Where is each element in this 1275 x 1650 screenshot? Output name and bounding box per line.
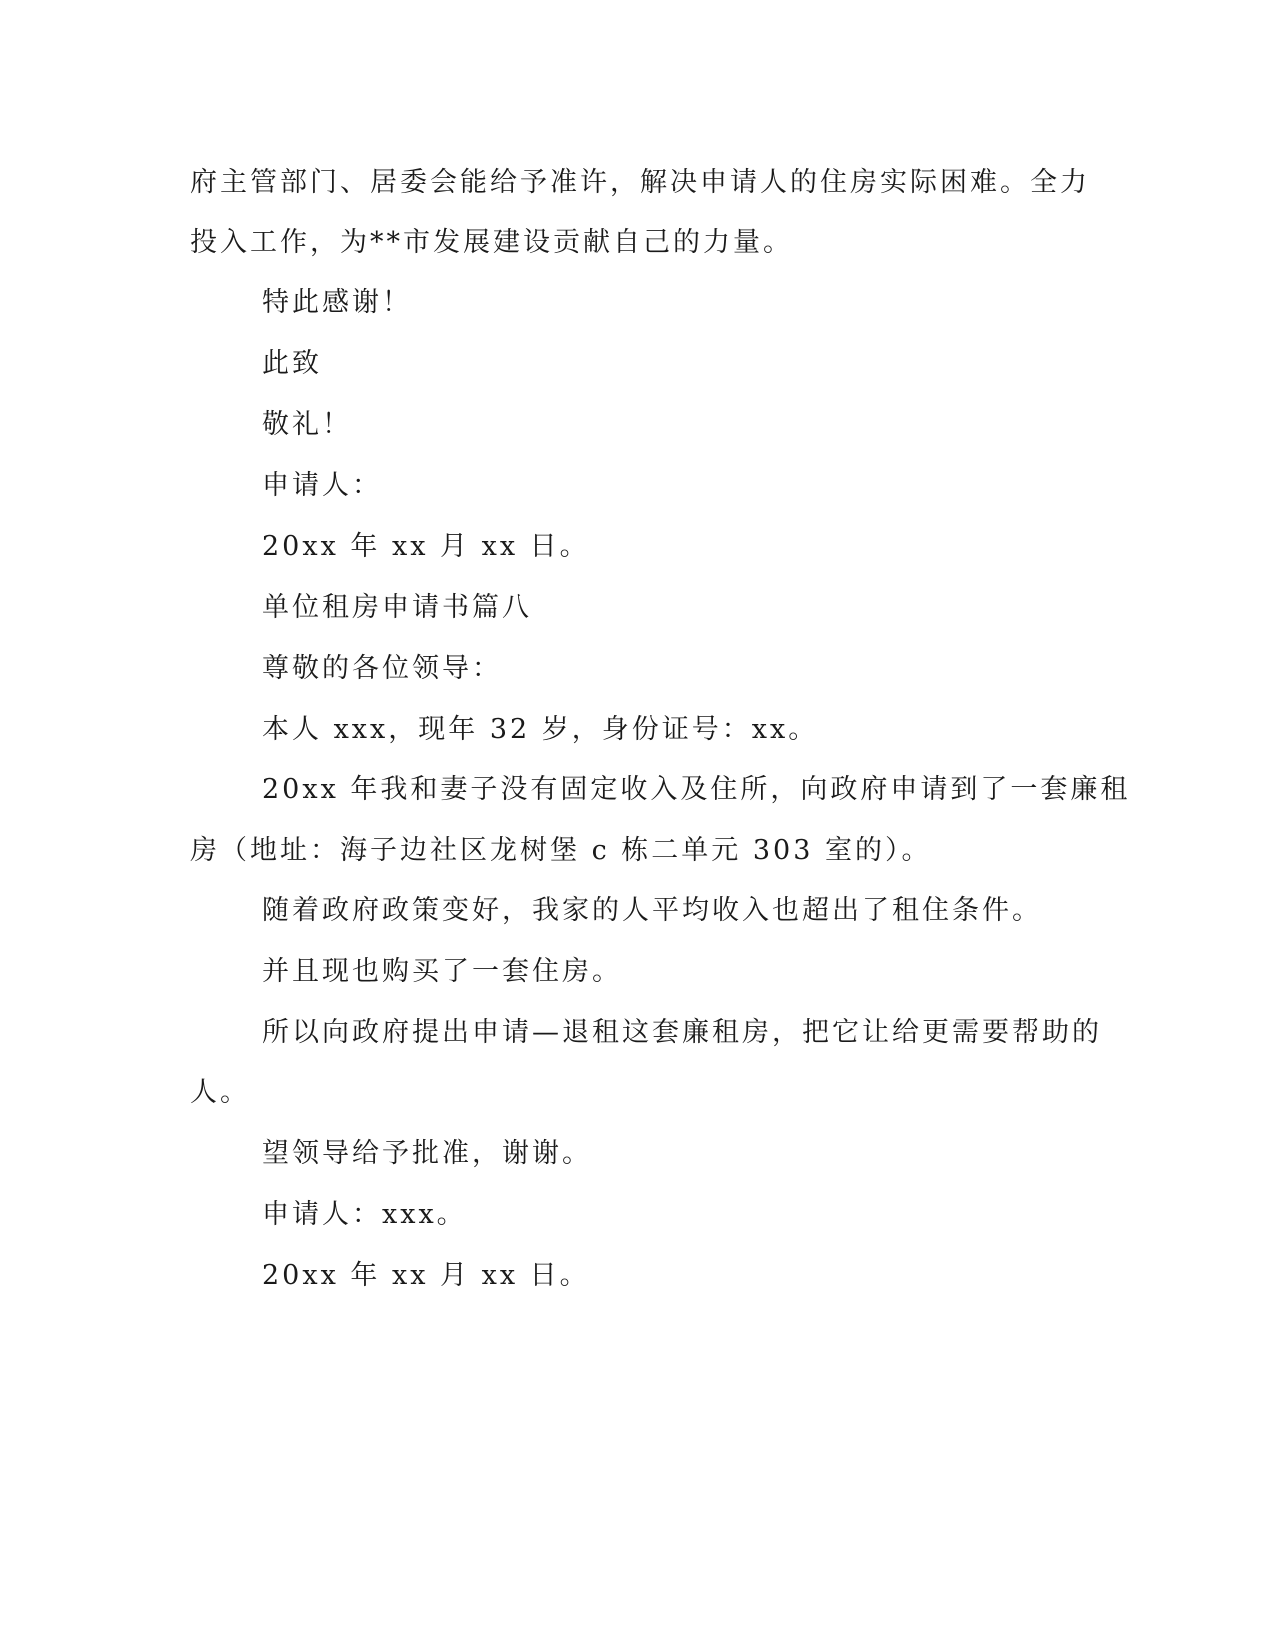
body-text-line: 望领导给予批准，谢谢。	[262, 1138, 592, 1169]
body-text-line: 随着政府政策变好，我家的人平均收入也超出了租住条件。	[262, 895, 1042, 926]
section-heading: 单位租房申请书篇八	[262, 592, 532, 623]
body-text-line: 投入工作，为**市发展建设贡献自己的力量。	[190, 227, 793, 258]
body-text-line: 房（地址：海子边社区龙树堡 c 栋二单元 303 室的）。	[190, 835, 932, 866]
body-text-line: 并且现也购买了一套住房。	[262, 956, 622, 987]
body-text-line: 府主管部门、居委会能给予准许，解决申请人的住房实际困难。全力	[190, 167, 1090, 198]
closing-thanks: 特此感谢！	[262, 287, 412, 318]
body-text-line: 本人 xxx，现年 32 岁，身份证号：xx。	[262, 714, 819, 745]
salutation-ci-zhi: 此致	[262, 348, 322, 379]
body-text-line: 20xx 年我和妻子没有固定收入及住所，向政府申请到了一套廉租	[262, 774, 1131, 805]
body-text-line: 所以向政府提出申请—退租这套廉租房，把它让给更需要帮助的	[262, 1017, 1102, 1048]
date-line: 20xx 年 xx 月 xx 日。	[262, 531, 590, 562]
applicant-signature: 申请人：xxx。	[262, 1199, 467, 1230]
body-text-line: 人。	[190, 1077, 250, 1108]
date-line: 20xx 年 xx 月 xx 日。	[262, 1260, 590, 1291]
applicant-label: 申请人：	[262, 470, 382, 501]
salutation-jing-li: 敬礼！	[262, 409, 352, 440]
greeting-line: 尊敬的各位领导：	[262, 653, 502, 684]
